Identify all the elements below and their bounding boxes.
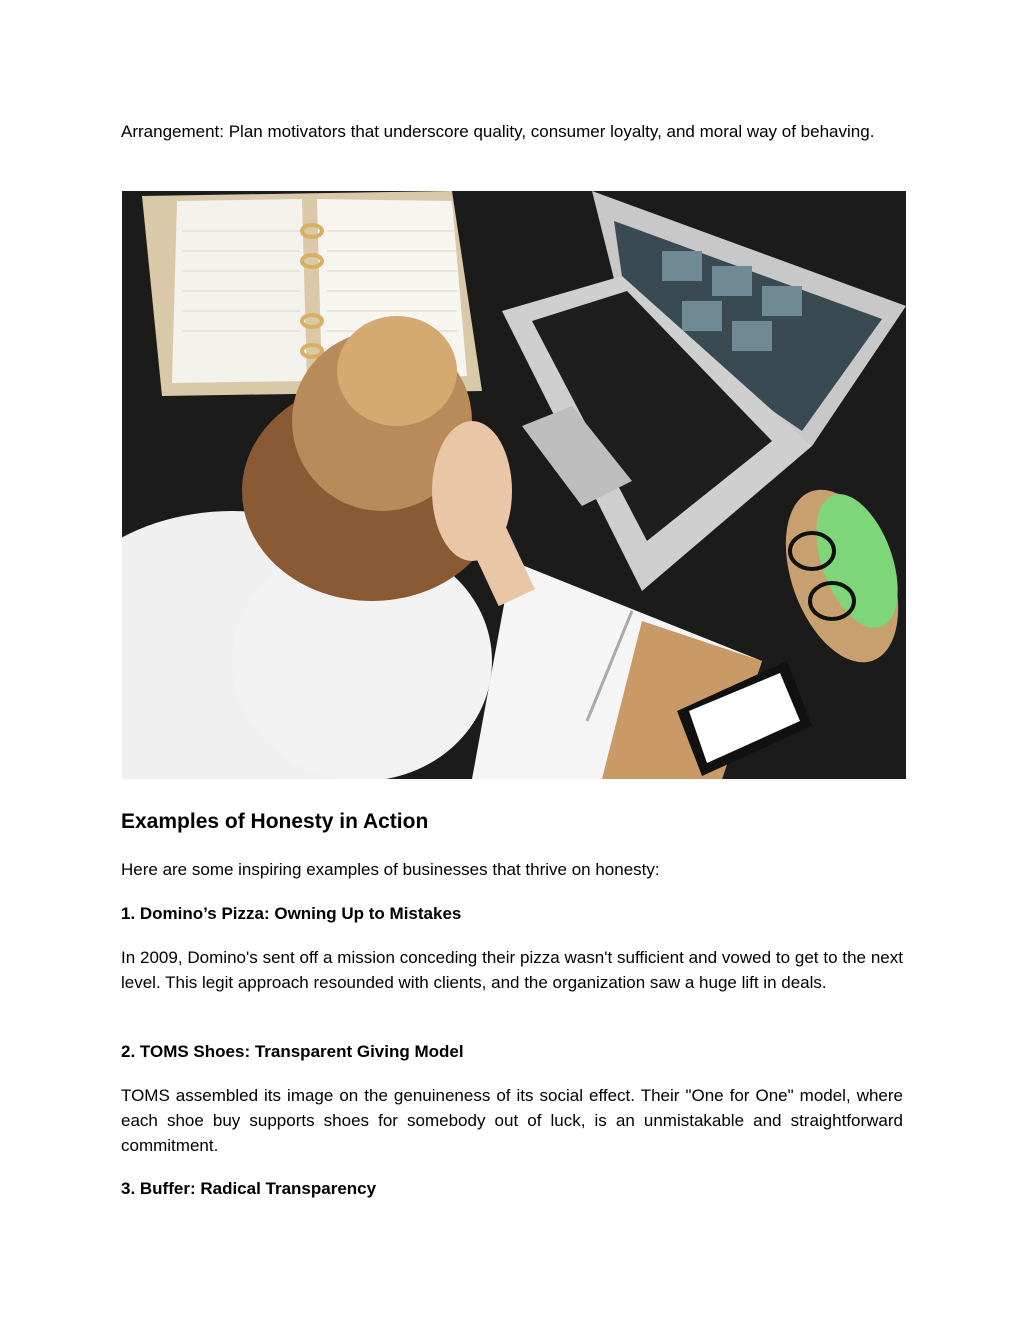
example-heading-2: 2. TOMS Shoes: Transparent Giving Model bbox=[121, 1042, 464, 1061]
example-heading-3: 3. Buffer: Radical Transparency bbox=[121, 1179, 377, 1198]
intro-paragraph: Arrangement: Plan motivators that underscore quality, consumer loyalty, and moral way of behaving. bbox=[121, 122, 875, 141]
example-body-1: In 2009, Domino's sent off a mission conceding their pizza wasn't sufficient and vowed to get to the next level. This legit approach resounded with clients, and the organization saw a huge lift in deals. bbox=[121, 948, 903, 992]
section-lead: Here are some inspiring examples of businesses that thrive on honesty: bbox=[121, 860, 660, 879]
example-heading-1: 1. Domino’s Pizza: Owning Up to Mistakes bbox=[121, 904, 462, 923]
section-title: Examples of Honesty in Action bbox=[121, 810, 429, 833]
example-body-2: TOMS assembled its image on the genuineness of its social effect. Their "One for One" model, where each shoe buy supports shoes for somebody out of luck, is an unmistakable and straightforward commitment. bbox=[121, 1086, 903, 1155]
photo-stressed-woman-at-desk bbox=[122, 191, 906, 779]
